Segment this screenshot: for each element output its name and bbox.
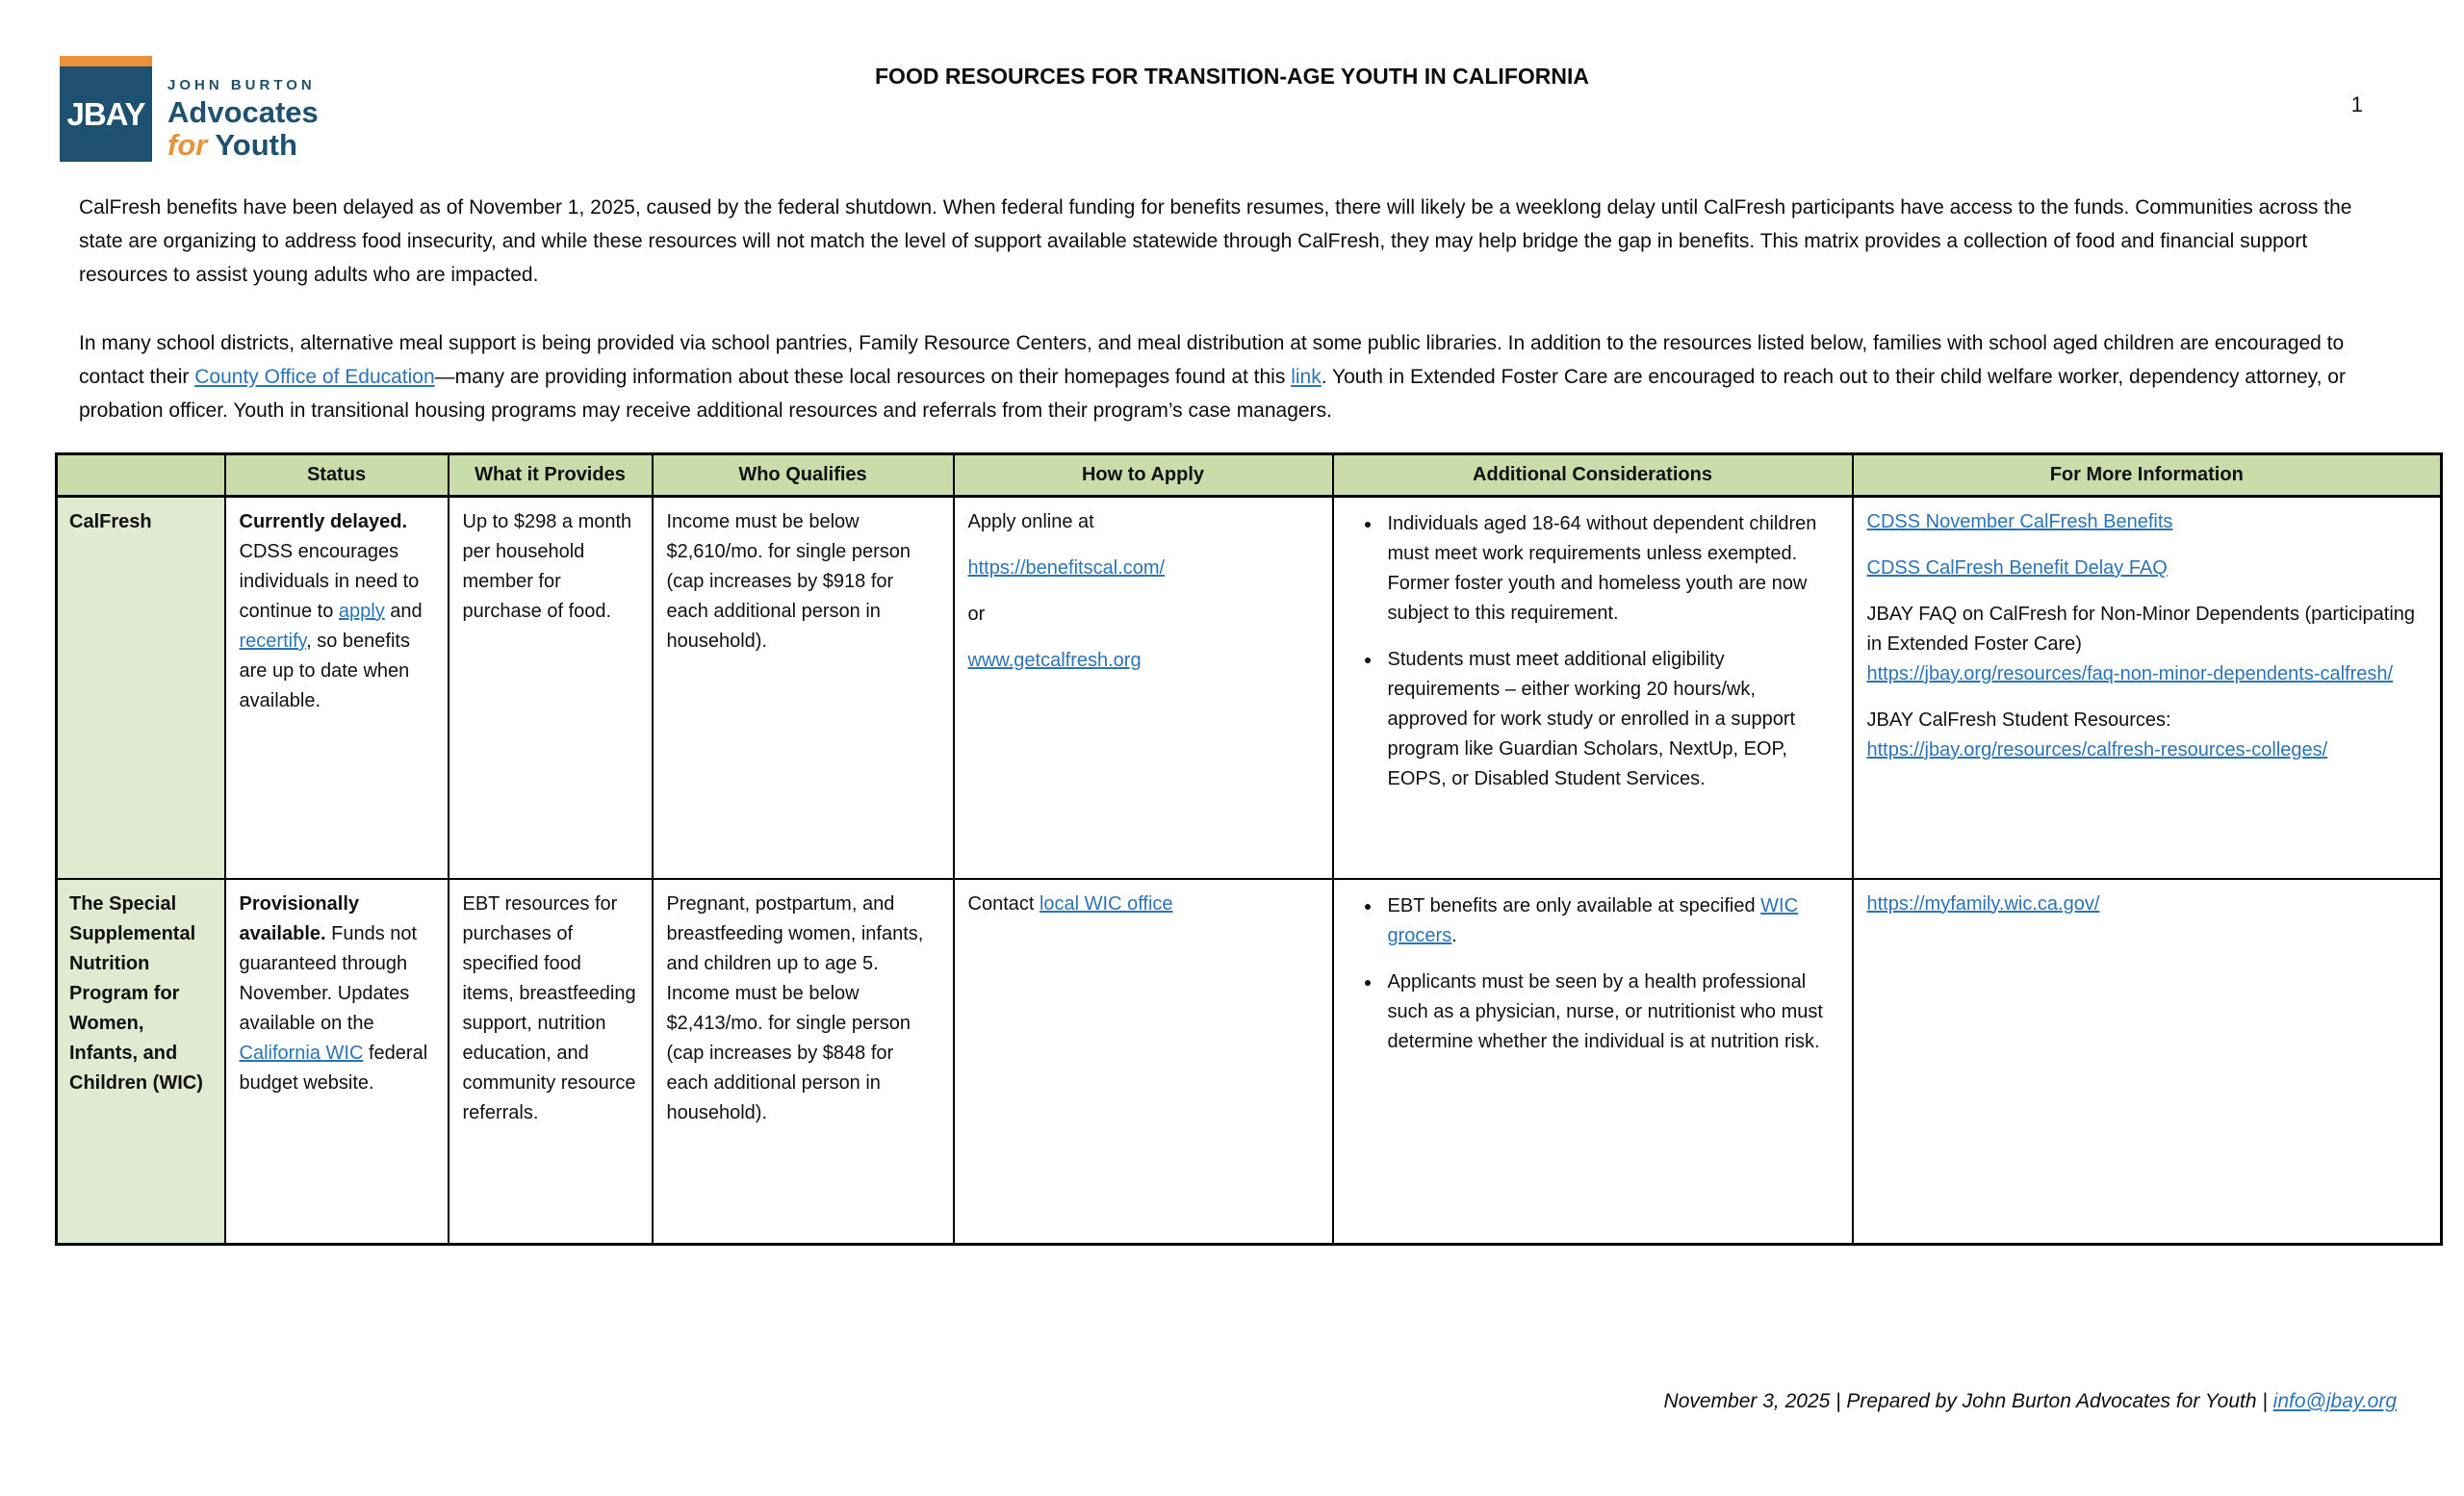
cdss-november-calfresh-benefits-link[interactable]: CDSS November CalFresh Benefits <box>1866 511 2173 532</box>
wic-grocers-link[interactable]: WIC grocers <box>1387 894 1799 946</box>
text-run: —many are providing information about these local resources on their homepages found at this <box>434 366 1292 388</box>
text-run: JBAY CalFresh Student Resources: <box>1866 709 2171 731</box>
text-run: Students must meet additional eligibility requirements – either working 20 hours/wk, approved for work study or enrolled in a support program like Guardian Scholars, NextUp, EOP, EOPS, or Disabled Student Services. <box>1387 649 1796 789</box>
wic-apply-paragraphs <box>968 890 1319 919</box>
text-run: . <box>1451 924 1457 946</box>
column-header-status: Status <box>225 454 449 497</box>
text-run: Apply online at <box>967 511 1094 532</box>
text-run: federal budget website. <box>239 1042 428 1094</box>
cell-paragraph <box>1867 600 2427 689</box>
cdss-calfresh-benefit-delay-faq-link[interactable]: CDSS CalFresh Benefit Delay FAQ <box>1866 557 2168 579</box>
county-office-of-education-link[interactable]: County Office of Education <box>194 366 435 388</box>
column-header-apply: How to Apply <box>954 454 1333 497</box>
jbay-faq-non-minor-dependents-link[interactable]: https://jbay.org/resources/faq-non-minor-dependents-calfresh/ <box>1866 663 2394 684</box>
calfresh-considerations-cell <box>1333 497 1853 879</box>
text-run: November 3, 2025 | Prepared by John Burton Advocates for Youth | <box>1663 1390 2273 1412</box>
jbay-calfresh-student-resources-link[interactable]: https://jbay.org/resources/calfresh-resources-colleges/ <box>1866 739 2328 761</box>
text-run: or <box>967 604 986 625</box>
bullet-item <box>1382 967 1838 1057</box>
bullet-item <box>1382 891 1838 951</box>
wic-more-info-paragraphs <box>1867 890 2427 919</box>
column-header-blank <box>57 454 225 497</box>
calfresh-more-info-cell <box>1853 497 2442 879</box>
column-header-considerations: Additional Considerations <box>1333 454 1853 497</box>
footer <box>0 1390 2397 1413</box>
wic-status-cell <box>225 879 449 1245</box>
text-run: EBT benefits are only available at specified <box>1387 894 1761 916</box>
text-run: Funds not guaranteed through November. Updates available on the <box>239 922 418 1034</box>
cell-paragraph <box>968 600 1319 630</box>
document-header <box>0 0 2464 164</box>
myfamily-wic-link[interactable]: https://myfamily.wic.ca.gov/ <box>1866 892 2100 915</box>
calfresh-considerations-list <box>1348 509 1838 794</box>
wic-considerations-list <box>1348 891 1838 1057</box>
table-header-row <box>57 454 2442 497</box>
column-header-provides: What it Provides <box>449 454 653 497</box>
bullet-item <box>1382 645 1838 794</box>
page-number: 1 <box>2350 92 2363 116</box>
text-run: , so benefits are up to date when available. <box>239 631 410 711</box>
cell-paragraph <box>968 890 1319 919</box>
cell-paragraph <box>968 554 1319 583</box>
text-run: Contact <box>967 892 1040 915</box>
cell-paragraph <box>968 507 1319 537</box>
text-run: CDSS encourages individuals in need to continue to <box>239 541 420 622</box>
apply-link[interactable]: apply <box>338 601 385 622</box>
wic-apply-cell <box>954 879 1333 1245</box>
recertify-link[interactable]: recertify <box>239 631 307 652</box>
text-run: and <box>384 601 423 622</box>
logo-youth-word: Youth <box>215 128 297 162</box>
wic-considerations-cell <box>1333 879 1853 1245</box>
table-row-wic <box>57 879 2442 1245</box>
cell-paragraph <box>1867 507 2427 537</box>
info-jbay-email-link[interactable]: info@jbay.org <box>2272 1390 2397 1412</box>
logo-kicker: JOHN BURTON <box>167 77 316 93</box>
text-run: Applicants must be seen by a health professional such as a physician, nurse, or nutritionist who must determine whether the individual is at nutrition risk. <box>1387 970 1823 1052</box>
logo-name-line2 <box>167 129 319 162</box>
cell-paragraph <box>1867 554 2427 583</box>
page-title: FOOD RESOURCES FOR TRANSITION-AGE YOUTH IN CALIFORNIA <box>875 64 1589 89</box>
intro-paragraph-1 <box>79 191 2399 292</box>
calfresh-apply-paragraphs <box>968 507 1319 676</box>
text-run: Currently delayed. <box>239 511 408 532</box>
cell-paragraph <box>1867 890 2427 919</box>
wic-provides-cell: EBT resources for purchases of specified food items, breastfeeding support, nutrition education, and community resource referrals. <box>449 879 653 1245</box>
cell-paragraph <box>1867 706 2427 765</box>
logo-for-word: for <box>167 128 208 162</box>
text-run: Provisionally available. <box>239 892 359 944</box>
text-run: CalFresh benefits have been delayed as of November 1, 2025, caused by the federal shutdown. When federal funding for benefits resumes, there will likely be a weeklong delay until CalFresh participants have access to the funds. Communities across the state are organizing to address food insecurity, and while these resources will not match the level of support available statewide through CalFresh, they may help bridge the gap in benefits. This matrix provides a collection of food and financial support resources to assist young adults who are impacted. <box>79 196 2352 286</box>
row-label-wic: The Special Supplemental Nutrition Program for Women, Infants, and Children (WIC) <box>57 879 225 1245</box>
text-run: . Youth in Extended Foster Care are encouraged to reach out to their child welfare worker, dependency attorney, or probation officer. Youth in transitional housing programs may receive additional resources and referrals from their program’s case managers. <box>79 366 2346 422</box>
text-run: JBAY FAQ on CalFresh for Non-Minor Dependents (participating in Extended Foster Care) <box>1866 604 2416 655</box>
intro-paragraph-2 <box>79 326 2399 427</box>
resources-table <box>55 452 2443 1246</box>
calfresh-qualifies-cell: Income must be below $2,610/mo. for single person (cap increases by $918 for each additional person in household). <box>653 497 954 879</box>
local-wic-office-link[interactable]: local WIC office <box>1039 892 1173 915</box>
benefitscal-link[interactable]: https://benefitscal.com/ <box>967 557 1166 579</box>
row-label-calfresh: CalFresh <box>57 497 225 879</box>
text-run: In many school districts, alternative meal support is being provided via school pantries, Family Resource Centers, and meal distribution at some public libraries. In addition to the resources listed below, families with school aged children are encouraged to contact their <box>79 332 2345 388</box>
column-header-qualifies: Who Qualifies <box>653 454 954 497</box>
text-run: Individuals aged 18-64 without dependent children must meet work requirements unless exempted. Former foster youth and homeless youth are now subject to this requirement. <box>1387 513 1817 624</box>
resources-table-wrap <box>55 452 2464 1246</box>
cell-paragraph <box>968 646 1319 676</box>
calfresh-apply-cell <box>954 497 1333 879</box>
wic-qualifies-cell: Pregnant, postpartum, and breastfeeding women, infants, and children up to age 5. Income must be below $2,413/mo. for single person (cap increases by $848 for each additional person in household). <box>653 879 954 1245</box>
california-wic-link[interactable]: California WIC <box>239 1042 364 1064</box>
bullet-item <box>1382 509 1838 629</box>
wic-more-info-cell <box>1853 879 2442 1245</box>
logo-abbreviation: JBAY <box>66 95 145 132</box>
intro-section <box>79 191 2399 427</box>
table-row-calfresh <box>57 497 2442 879</box>
coe-homepages-link[interactable]: link <box>1291 366 1322 388</box>
calfresh-provides-cell: Up to $298 a month per household member for purchase of food. <box>449 497 653 879</box>
calfresh-more-info-paragraphs <box>1867 507 2427 765</box>
logo-name-line1: Advocates <box>167 95 319 129</box>
calfresh-status-cell <box>225 497 449 879</box>
column-header-more-info: For More Information <box>1853 454 2442 497</box>
getcalfresh-link[interactable]: www.getcalfresh.org <box>967 650 1142 671</box>
